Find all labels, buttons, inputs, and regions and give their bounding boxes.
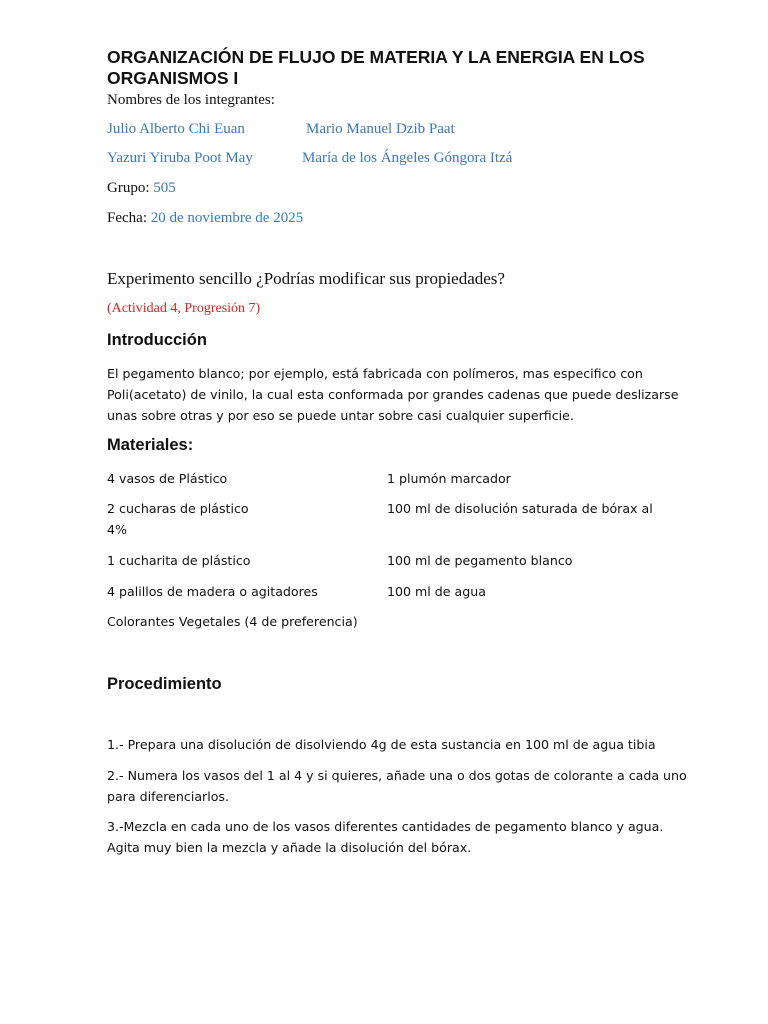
date-value: 20 de noviembre de 2025 [150,210,304,226]
paragraph-line: El pegamento blanco; por ejemplo, está fabricada con polímeros, mas especifico con [107,366,643,381]
paragraph-line: para diferenciarlos. [107,789,230,804]
group-label: Grupo [107,180,146,196]
paragraph-line: 3.-Mezcla en cada uno de los vasos diferentes cantidades de pegamento blanco y agua. [107,819,664,834]
experiment-title: Experimento sencillo ¿Podrías modificar sus propiedades? [107,269,505,288]
procedure-step [107,765,687,807]
date-line [107,210,303,227]
members-label: Nombres de los integrantes: [107,92,275,108]
activity-note: (Actividad 4, Progresión 7) [107,301,261,316]
paragraph-line: unas sobre otras y por eso se puede untar sobre casi cualquier superficie. [107,408,574,423]
material-item: 100 ml de agua [387,584,486,599]
material-item: Colorantes Vegetales (4 de preferencia) [107,614,358,629]
material-item: 2 cucharas de plástico [107,501,249,516]
paragraph-line: 2.- Numera los vasos del 1 al 4 y si quieres, añade una o dos gotas de colorante a cada uno [107,768,687,783]
material-item: 100 ml de disolución saturada de bórax al [387,501,653,516]
paragraph-line: Agita muy bien la mezcla y añade la disolución del bórax. [107,840,472,855]
material-item: 4 palillos de madera o agitadores [107,584,318,599]
group-value: 505 [153,180,176,196]
material-item-wrap: 4% [107,522,127,537]
colon: : [142,210,147,226]
material-item: 1 cucharita de plástico [107,553,251,568]
group-line [107,180,176,197]
procedure-step: 1.- Prepara una disolución de disolviendo 4g de esta sustancia en 100 ml de agua tibia [107,737,656,752]
colon: : [145,180,150,196]
member-name: Mario Manuel Dzib Paat [306,121,455,137]
intro-paragraph [107,363,679,426]
material-item: 4 vasos de Plástico [107,471,228,486]
member-name: Julio Alberto Chi Euan [107,121,245,137]
material-item: 1 plumón marcador [387,471,511,486]
procedure-step [107,816,663,858]
date-label: Fecha [107,210,143,226]
member-name: Yazuri Yiruba Poot May [107,150,253,166]
member-name: María de los Ángeles Góngora Itzá [302,150,513,166]
intro-heading: Introducción [107,331,207,349]
procedure-heading: Procedimiento [107,675,222,693]
paragraph-line: Poli(acetato) de vinilo, la cual esta conformada por grandes cadenas que puede deslizarse [107,387,679,402]
document-title: ORGANIZACIÓN DE FLUJO DE MATERIA Y LA ENERGIA EN LOS ORGANISMOS I [107,47,645,88]
materials-heading: Materiales: [107,436,194,454]
material-item: 100 ml de pegamento blanco [387,553,573,568]
